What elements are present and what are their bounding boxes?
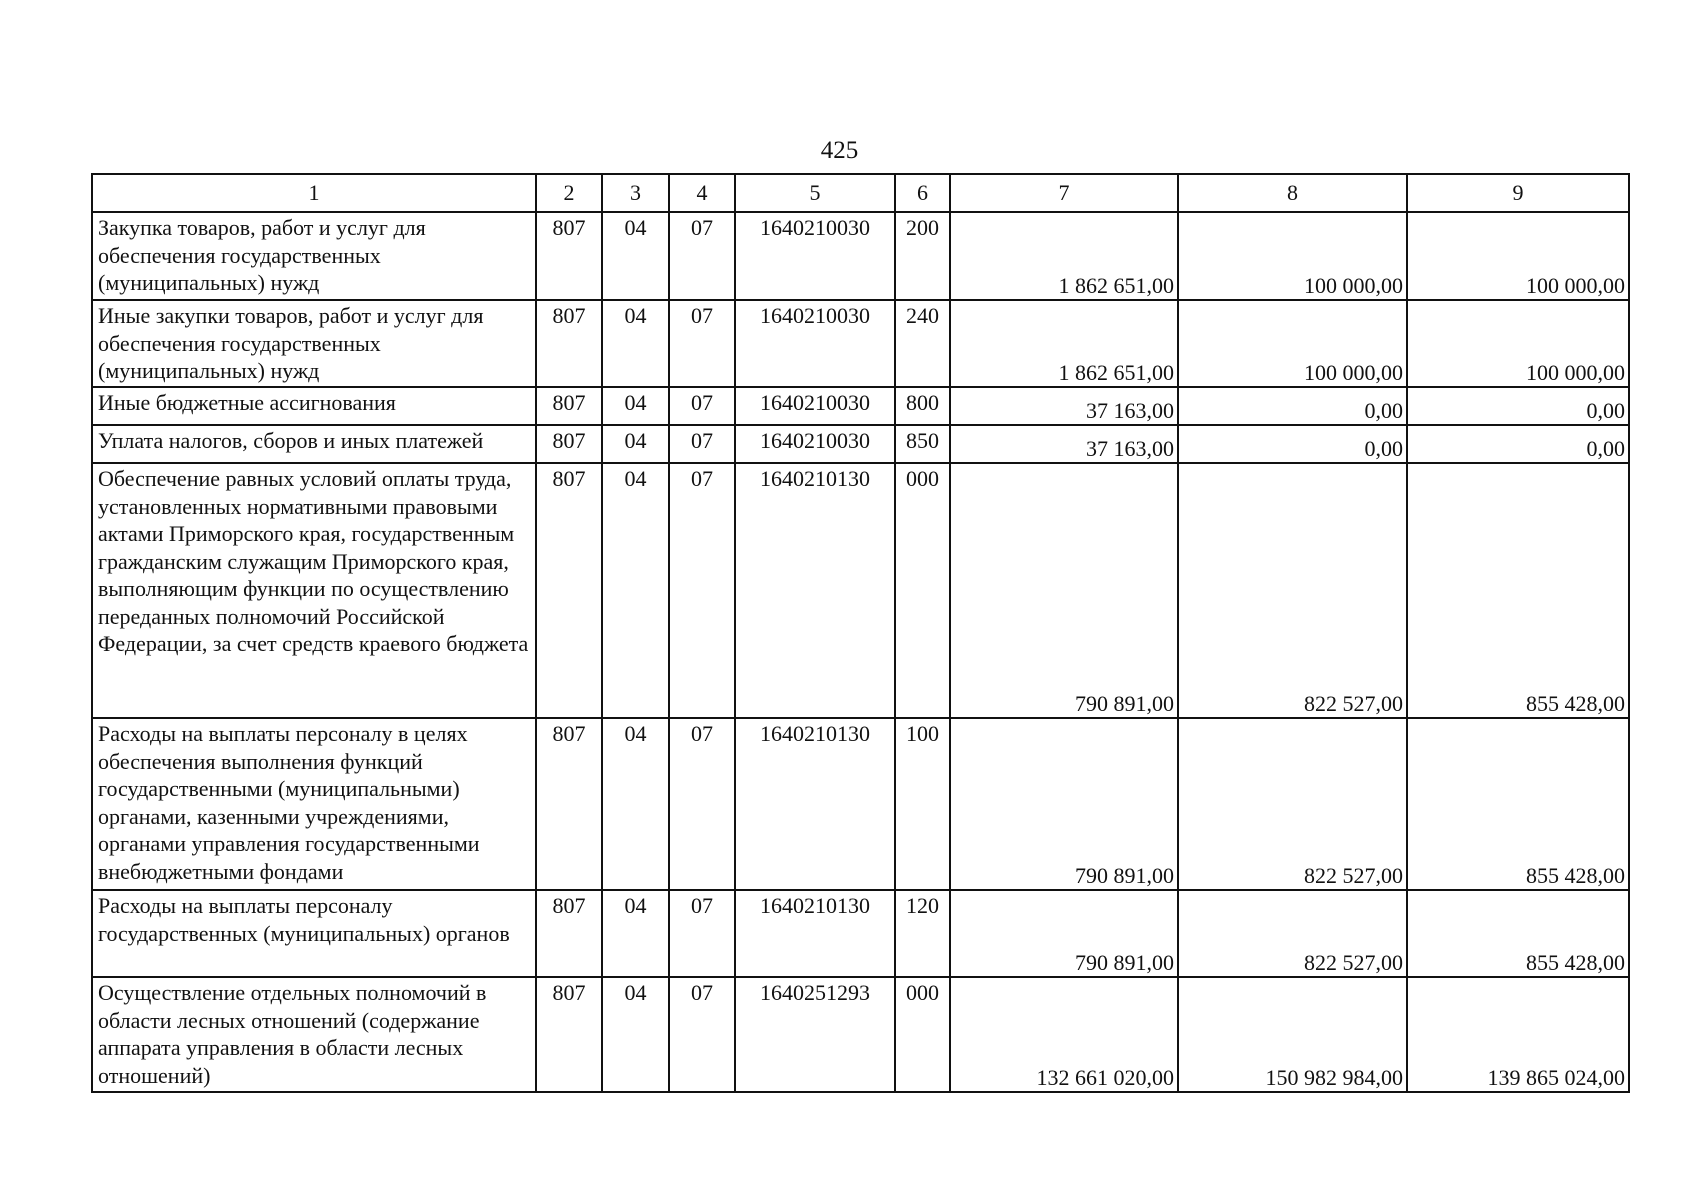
code-cell: 04 — [602, 387, 669, 425]
code-cell: 1640210030 — [735, 300, 895, 387]
amount-cell: 790 891,00 — [950, 718, 1178, 890]
budget-table — [91, 173, 1630, 1093]
row-name: Расходы на выплаты персоналу государственных (муниципальных) органов — [92, 890, 536, 977]
header-cell: 7 — [950, 174, 1178, 212]
row-name: Осуществление отдельных полномочий в области лесных отношений (содержание аппарата управления в области лесных отношений) — [92, 977, 536, 1092]
code-cell: 04 — [602, 890, 669, 977]
amount-cell: 0,00 — [1407, 387, 1629, 425]
code-cell: 1640251293 — [735, 977, 895, 1092]
code-cell: 850 — [895, 425, 950, 463]
code-cell: 807 — [536, 718, 602, 890]
row-name: Закупка товаров, работ и услуг для обеспечения государственных (муниципальных) нужд — [92, 212, 536, 300]
table-row — [92, 300, 1629, 387]
amount-cell: 790 891,00 — [950, 890, 1178, 977]
table-row — [92, 890, 1629, 977]
amount-cell: 132 661 020,00 — [950, 977, 1178, 1092]
table-row — [92, 977, 1629, 1092]
page-number — [0, 136, 1691, 166]
code-cell: 1640210130 — [735, 890, 895, 977]
amount-cell: 100 000,00 — [1407, 300, 1629, 387]
table-row — [92, 425, 1629, 463]
code-cell: 000 — [895, 463, 950, 718]
code-cell: 807 — [536, 890, 602, 977]
header-cell: 5 — [735, 174, 895, 212]
amount-cell: 150 982 984,00 — [1178, 977, 1407, 1092]
table-row — [92, 718, 1629, 890]
table-row — [92, 212, 1629, 300]
amount-cell: 139 865 024,00 — [1407, 977, 1629, 1092]
code-cell: 04 — [602, 300, 669, 387]
amount-cell: 37 163,00 — [950, 425, 1178, 463]
amount-cell: 0,00 — [1407, 425, 1629, 463]
amount-cell: 0,00 — [1178, 387, 1407, 425]
code-cell: 04 — [602, 212, 669, 300]
amount-cell: 100 000,00 — [1178, 300, 1407, 387]
code-cell: 07 — [669, 890, 735, 977]
code-cell: 240 — [895, 300, 950, 387]
code-cell: 1640210030 — [735, 212, 895, 300]
code-cell: 807 — [536, 463, 602, 718]
header-cell: 1 — [92, 174, 536, 212]
amount-cell: 1 862 651,00 — [950, 300, 1178, 387]
amount-cell: 100 000,00 — [1178, 212, 1407, 300]
code-cell: 04 — [602, 977, 669, 1092]
row-name: Иные бюджетные ассигнования — [92, 387, 536, 425]
header-cell: 6 — [895, 174, 950, 212]
code-cell: 07 — [669, 463, 735, 718]
amount-cell: 1 862 651,00 — [950, 212, 1178, 300]
code-cell: 200 — [895, 212, 950, 300]
row-name: Уплата налогов, сборов и иных платежей — [92, 425, 536, 463]
code-cell: 1640210130 — [735, 463, 895, 718]
code-cell: 807 — [536, 425, 602, 463]
page-number-text: 425 — [820, 137, 859, 164]
code-cell: 04 — [602, 425, 669, 463]
code-cell: 07 — [669, 300, 735, 387]
amount-cell: 855 428,00 — [1407, 463, 1629, 718]
code-cell: 07 — [669, 425, 735, 463]
code-cell: 100 — [895, 718, 950, 890]
amount-cell: 822 527,00 — [1178, 890, 1407, 977]
code-cell: 000 — [895, 977, 950, 1092]
code-cell: 07 — [669, 977, 735, 1092]
amount-cell: 37 163,00 — [950, 387, 1178, 425]
amount-cell: 100 000,00 — [1407, 212, 1629, 300]
table-row — [92, 463, 1629, 718]
code-cell: 807 — [536, 977, 602, 1092]
row-name: Иные закупки товаров, работ и услуг для обеспечения государственных (муниципальных) нужд — [92, 300, 536, 387]
code-cell: 800 — [895, 387, 950, 425]
header-cell: 4 — [669, 174, 735, 212]
code-cell: 807 — [536, 387, 602, 425]
amount-cell: 822 527,00 — [1178, 718, 1407, 890]
code-cell: 1640210030 — [735, 387, 895, 425]
amount-cell: 855 428,00 — [1407, 718, 1629, 890]
code-cell: 807 — [536, 212, 602, 300]
header-cell: 2 — [536, 174, 602, 212]
row-name: Обеспечение равных условий оплаты труда, установленных нормативными правовыми актами Приморского края, государственным гражданским служащим Приморского края, выполняющим функции по осуществлению переданных полномочий Российской Федерации, за счет средств краевого бюджета — [92, 463, 536, 718]
code-cell: 1640210030 — [735, 425, 895, 463]
row-name: Расходы на выплаты персоналу в целях обеспечения выполнения функций государственными (муниципальными) органами, казенными учреждениями, органами управления государственными внебюджетными фондами — [92, 718, 536, 890]
code-cell: 120 — [895, 890, 950, 977]
header-cell: 3 — [602, 174, 669, 212]
code-cell: 807 — [536, 300, 602, 387]
amount-cell: 822 527,00 — [1178, 463, 1407, 718]
code-cell: 1640210130 — [735, 718, 895, 890]
code-cell: 07 — [669, 212, 735, 300]
header-cell: 8 — [1178, 174, 1407, 212]
code-cell: 07 — [669, 718, 735, 890]
amount-cell: 855 428,00 — [1407, 890, 1629, 977]
code-cell: 07 — [669, 387, 735, 425]
table-row — [92, 387, 1629, 425]
amount-cell: 0,00 — [1178, 425, 1407, 463]
code-cell: 04 — [602, 718, 669, 890]
header-cell: 9 — [1407, 174, 1629, 212]
header-row — [92, 174, 1629, 212]
amount-cell: 790 891,00 — [950, 463, 1178, 718]
code-cell: 04 — [602, 463, 669, 718]
